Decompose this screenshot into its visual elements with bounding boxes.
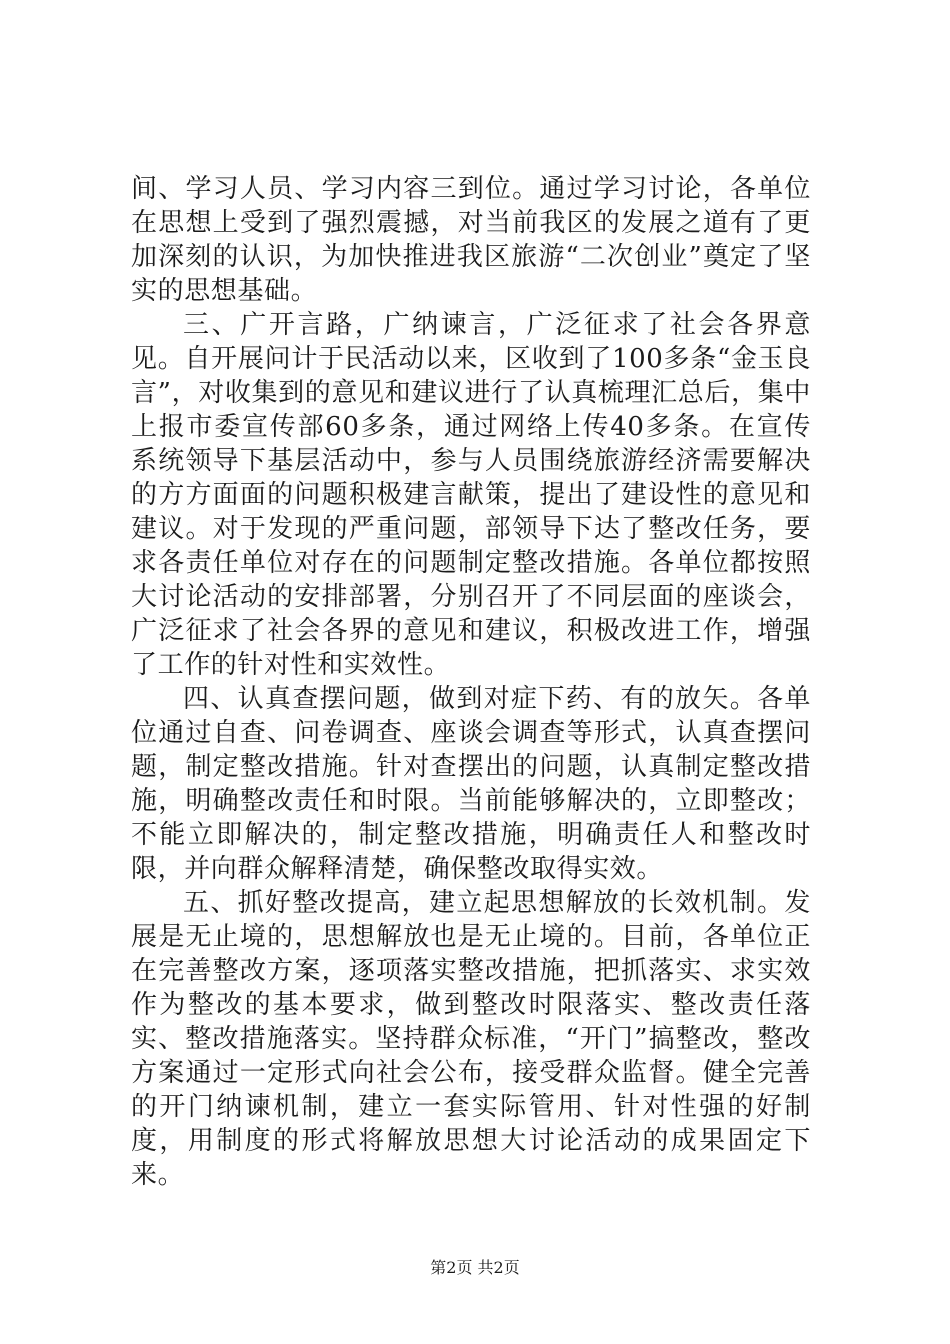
paragraph-section-4: 四、认真查摆问题，做到对症下药、有的放矢。各单位通过自查、问卷调查、座谈会调查等形式，认真查摆问题，制定整改措施。针对查摆出的问题，认真制定整改措施，明确整改责任和时限。当前能够解决的，立即整改；不能立即解决的，制定整改措施，明确责任人和整改时限，并向群众解释清楚，确保整改取得实效。 (131, 684, 811, 884)
document-body (131, 172, 811, 1192)
page-number-footer: 第2页 共2页 (430, 1258, 520, 1277)
paragraph-continuation: 间、学习人员、学习内容三到位。通过学习讨论，各单位在思想上受到了强烈震撼，对当前我区的发展之道有了更加深刻的认识，为加快推进我区旅游“二次创业”奠定了坚实的思想基础。 (131, 174, 811, 306)
paragraph-section-3: 三、广开言路，广纳谏言，广泛征求了社会各界意见。自开展问计于民活动以来，区收到了100多条“金玉良言”，对收集到的意见和建议进行了认真梳理汇总后，集中上报市委宣传部60多条，通过网络上传40多条。在宣传系统领导下基层活动中，参与人员围绕旅游经济需要解决的方方面面的问题积极建言献策，提出了建设性的意见和建议。对于发现的严重问题，部领导下达了整改任务，要求各责任单位对存在的问题制定整改措施。各单位都按照大讨论活动的安排部署，分别召开了不同层面的座谈会，广泛征求了社会各界的意见和建议，积极改进工作，增强了工作的针对性和实效性。 (131, 310, 811, 680)
paragraph-section-5: 五、抓好整改提高，建立起思想解放的长效机制。发展是无止境的，思想解放也是无止境的。目前，各单位正在完善整改方案，逐项落实整改措施，把抓落实、求实效作为整改的基本要求，做到整改时限落实、整改责任落实、整改措施落实。坚持群众标准，“开门”搞整改，整改方案通过一定形式向社会公布，接受群众监督。健全完善的开门纳谏机制，建立一套实际管用、针对性强的好制度，用制度的形式将解放思想大讨论活动的成果固定下来。 (131, 888, 811, 1190)
